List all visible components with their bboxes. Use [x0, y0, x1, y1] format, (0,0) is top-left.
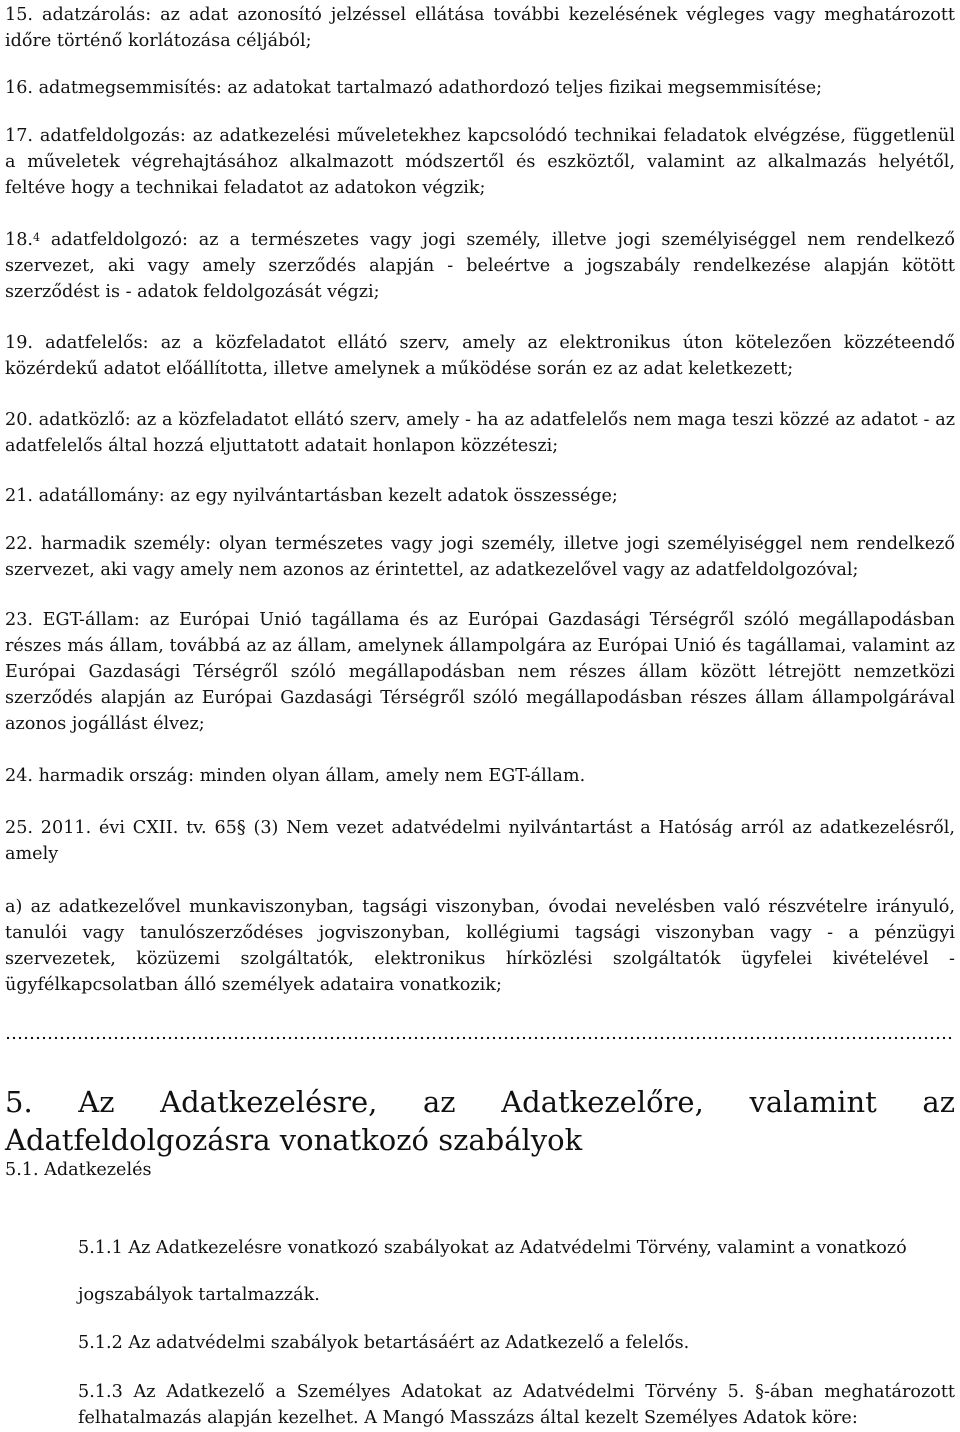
dotted-separator [5, 1036, 953, 1040]
definition-21: 21. adatállomány: az egy nyilvántartásban kezelt adatok összessége; [5, 486, 618, 506]
definition-18 [5, 225, 955, 305]
clause-a: a) az adatkezelővel munkaviszonyban, tagsági viszonyban, óvodai nevelésben való részvételre irányuló, tanulói vagy tanulószerződéses jogviszonyban, kollégiumi tagsági viszonyban vagy - a pénzügyi szervezetek, közüzemi szolgáltatók, elektronikus hírközlési szolgáltatók ügyfelei kivételével - ügyfélkapcsolatban álló személyek adataira vonatkozik; [5, 897, 955, 995]
definition-19: 19. adatfelelős: az a közfeladatot ellátó szerv, amely az elektronikus úton kötelezően közzéteendő közérdekű adatot előállította, illetve amelynek a működése során ez az adat keletkezett; [5, 333, 955, 379]
definition-25: 25. 2011. évi CXII. tv. 65§ (3) Nem vezet adatvédelmi nyilvántartást a Hatóság arról az adatkezelésről, amely [5, 818, 955, 864]
definition-15: 15. adatzárolás: az adat azonosító jelzéssel ellátása további kezelésének végleges vagy meghatározott időre történő korlátozása céljából; [5, 5, 955, 51]
rule-5-1-2: 5.1.2 Az adatvédelmi szabályok betartásáért az Adatkezelő a felelős. [78, 1333, 690, 1353]
definition-18-text: adatfeldolgozó: az a természetes vagy jogi személy, illetve jogi személyiséggel nem rendelkező szervezet, aki vagy amely szerződés alapján - beleértve a jogszabály rendelkezése alapján kötött szerződést is - adatok feldolgozását végzi; [5, 230, 955, 302]
footnote-marker: 4 [32, 231, 40, 244]
section-heading: 5. Az Adatkezelésre, az Adatkezelőre, valamint az Adatfeldolgozásra vonatkozó szabályok [5, 1085, 955, 1157]
definition-20: 20. adatközlő: az a közfeladatot ellátó szerv, amely - ha az adatfelelős nem maga teszi közzé az adatot - az adatfelelős által hozzá eljuttatott adatait honlapon közzéteszi; [5, 410, 955, 456]
rule-5-1-3: 5.1.3 Az Adatkezelő a Személyes Adatokat az Adatvédelmi Törvény 5. §-ában meghatározott felhatalmazás alapján kezelhet. A Mangó Masszázs által kezelt Személyes Adatok köre: [78, 1382, 955, 1428]
definition-23: 23. EGT-állam: az Európai Unió tagállama és az Európai Gazdasági Térségről szóló megállapodásban részes más állam, továbbá az az állam, amelynek állampolgára az Európai Unió és tagállamai, valamint az Európai Gazdasági Térségről szóló megállapodásban nem részes állam között létrejött nemzetközi szerződés alapján az Európai Gazdasági Térségről szóló megállapodásban részes állam állampolgárával azonos jogállást élvez; [5, 610, 955, 734]
definition-16: 16. adatmegsemmisítés: az adatokat tartalmazó adathordozó teljes fizikai megsemmisítése; [5, 78, 823, 98]
definition-17: 17. adatfeldolgozás: az adatkezelési műveletekhez kapcsolódó technikai feladatok elvégzése, függetlenül a műveletek végrehajtásához alkalmazott módszertől és eszköztől, valamint az alkalmazás helyétől, feltéve hogy a technikai feladatot az adatokon végzik; [5, 126, 955, 198]
subsection-heading: 5.1. Adatkezelés [5, 1160, 152, 1180]
rule-5-1-1: 5.1.1 Az Adatkezelésre vonatkozó szabályokat az Adatvédelmi Törvény, valamint a vonatkozó [78, 1238, 907, 1258]
definition-24: 24. harmadik ország: minden olyan állam, amely nem EGT-állam. [5, 766, 586, 786]
definition-22: 22. harmadik személy: olyan természetes vagy jogi személy, illetve jogi személyiséggel nem rendelkező szervezet, aki vagy amely nem azonos az érintettel, az adatkezelővel vagy az adatfeldolgozóval; [5, 534, 955, 580]
definition-18-number: 18. [5, 230, 33, 250]
rule-5-1-1-continuation: jogszabályok tartalmazzák. [78, 1285, 320, 1305]
